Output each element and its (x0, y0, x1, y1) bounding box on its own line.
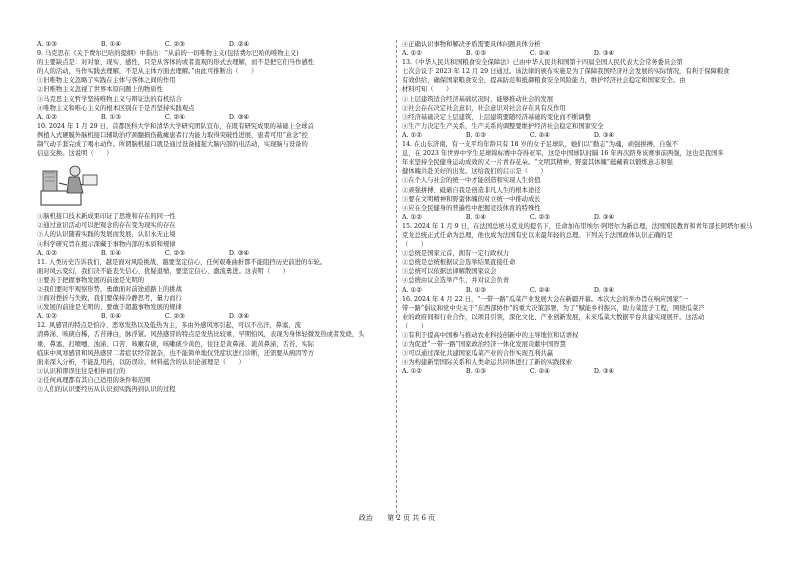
left-text-line: ②旧唯物主义忽视了世界本原问题上的物质性 (37, 86, 163, 94)
right-text-line: 14. 在山东济南，有一支平均年龄只有 18 岁的女子足球队，她们以“勤志”为魂，顽强拼搏，自强不 (402, 141, 679, 149)
right-text-line: 七次会议于 2023 年 12 月 29 日通过。该法律的颁布实施是为了保障我国经济社会发展的实际情况，有利于保障粮食 (402, 68, 730, 76)
right-text-line: ④为构建新型国际关系和人类命运共同体进行了新的实践探索 (402, 359, 573, 367)
right-text-line: ④应在全民健身的普遍性中把握竞技体育的特殊性 (402, 204, 541, 212)
right-text-line: ③总统可以依据法律解散国家议会 (402, 268, 497, 276)
left-text-line: ②通过意识活动可以把观念的存在变为现实的存在 (37, 222, 176, 230)
right-text-line: ②社会存在决定社会意识，社会意识对社会存在具有反作用 (402, 104, 566, 112)
right-text-line: 健体魄共赴美好的出发。这给我们的启示是（ ） (402, 168, 547, 176)
left-text-line: 信息交换。这说明（ ） (37, 150, 113, 158)
left-text-line: ①要善于把握事物发展的前途是光明的 (37, 276, 145, 284)
right-text-line: A. ①② B. ①③ C. ②④ D. ③④ (402, 286, 614, 294)
left-text-line: ①认识和谬误往往是相伴而行的 (37, 367, 126, 375)
right-text-line: 业的政府间和行业合作，以项目引领，深化文化、产业创新发展，未来瓜菜大数据平台共建实现展开。这活动 (402, 313, 705, 321)
left-text-line: ④发展的前途是光明的，要敢于超越事物发展的规律 (37, 304, 182, 312)
left-text-line: 清鼻涕、咳痰白稀，舌苔薄白，脉浮紧。风热感冒的特点是发热比较重，早期怕风，表现为身体轻微发热或者发烧，头 (37, 331, 365, 339)
right-text-line: 年来坚持全民健身运动成效的又一片青春花朵。“文明其精神，野蛮其体魄”蕴藏着以锻炼意志和强 (402, 159, 673, 167)
right-text-line: 15. 2024 年 1 月 9 日，在法国总统马克龙的提名下，任命加布里埃尔·阿塔尔为新总理，法国国民教育和青年部长阿塔尔被马 (402, 222, 753, 230)
right-text-line: 带一路”倡议和党中央关于“东西部协作”的重大决策部署，为了“赋能乡村振兴，助力菜篮子工程，围绕瓜菜产 (402, 304, 705, 312)
right-text-line: ②总统是总统根据议会选举结果直接任命 (402, 259, 516, 267)
right-text-line: （ ） (402, 241, 428, 249)
right-text-line: 息，在 2023 年世界中学生足球锦标赛中夺得亚军，这是中国球队时隔 16 年再次跻身该赛事前两强，这也是我国多 (402, 150, 724, 158)
left-column (37, 40, 392, 394)
left-text-line: 面对风云变幻，我们决不能丧失信心、犹疑退缩，要坚定信心、激流勇进。这表明（ ） (37, 267, 289, 275)
left-text-line: ②我们要时牢观察形势，勇敢面对前途道路上的挑战 (37, 285, 182, 293)
right-text-line: 13.《中华人民共和国粮食安全保障法》已由中华人民共和国第十四届全国人民代表大会常务委员会第 (402, 59, 683, 67)
right-text-line: ②顽强拼搏、砥砺自我是创造非凡人生的根本途径 (402, 186, 541, 194)
left-text-line: 例植入式硬膜外脑机接口辅助治疗颈髓损伤截瘫患者行为能力取得突破性进展，患者可用“意念”控 (37, 131, 308, 139)
left-text-line: ②任何真理都有其自己适用的条件和范围 (37, 376, 151, 384)
right-column (402, 40, 757, 376)
right-text-line: ①总统是国家元首，拥有一定行政权力 (402, 250, 510, 258)
left-text-line: ④唯物主义和唯心主义的根本区别在于是否坚持实践观点 (37, 104, 195, 112)
left-text-line: 重、鼻塞、打喷嚏、浊涕、口苦、咳嗽有痰，咳嗽痰少黄色，往往是黄鼻涕、流黄鼻涕，舌苔，实际 (37, 340, 315, 348)
right-text-line: A. ①② B. ①③ C. ②④ D. ③④ (402, 131, 614, 139)
left-text-line: 制气动手套完成了喝水动作。所谓脑机接口就是通过设备捕捉大脑内部的电活动，实现脑与设备的 (37, 141, 308, 149)
left-text-line: A. ①② B. ①④ C. ②③ D. ③④ (37, 313, 249, 321)
left-text-line: 的主要缺点是：对对象、现实、感性，只是从客体的或者直观的形式去理解，而不是把它们当作感性 (37, 59, 315, 67)
left-text-line: A. ①③ B. ①④ C. ②③ D. ②④ (37, 41, 249, 48)
right-text-line: （ ） (402, 322, 428, 330)
left-text-line: 10. 2024 年 1 月 29 日，首都医科大学和清华大学研究团队宣布，在既有研究成果的基础上全球首 (37, 122, 314, 130)
left-text-line: A. ①② B. ①④ C. ②③ D. ③④ (37, 249, 249, 257)
right-text-line: ①在个人与社会的统一中才能创造和实现人生价值 (402, 177, 541, 185)
right-text-line: ①有利于提高中国参与推动农业科技创新中的主导地位和话语权 (402, 332, 579, 339)
right-text-line: ③可以通过深化共建国家瓜菜产业的合作实现互利共赢 (402, 350, 554, 358)
right-text-line: ④总统由议会选举产生，并对议会负责 (402, 277, 510, 285)
right-text-line: ②为促进“一带一路”国家政治经济一体化发展贡献中国智慧 (402, 341, 566, 349)
right-text-line: ④生产力决定生产关系，生产关系的调整要维护经济社会稳定和国家安全 (402, 122, 604, 130)
left-text-line: ④科学研究旨在揭示深藏于事物内部的本质和规律 (37, 240, 176, 248)
right-text-line: 16. 2024 年 4 月 22 日，“一带一路”瓜菜产业发展大会在新疆开幕。本次大会的举办旨在响应国家“一 (402, 295, 689, 303)
left-text-line: A. ①② B. ①③ C. ②④ D. ③④ (37, 113, 249, 121)
right-text-line: 有效供给，确保国家粮食安全，提高防范和抵御粮食安全风险能力，维护经济社会稳定和国家安全。由 (402, 77, 686, 85)
page-footer (0, 513, 794, 523)
right-text-line: A. ①② B. ①③ C. ②④ D. ③④ (402, 368, 614, 376)
left-text-line: 9. 马克思在《关于费尔巴哈的提纲》中指出：“从前的一切唯物主义(包括费尔巴哈的唯物主义) (37, 50, 299, 58)
left-text-line: 临床中风寒感冒和风热感冒二者症状经常混杂，也不能简单地仅凭症状进行诊断，还需要从病因等方 (37, 349, 315, 357)
right-text-line: 克龙总统正式任命为总理，他也成为法国有史以来最年轻的总理。下列关于法国政体认识正确的是 (402, 231, 673, 239)
brain-computer-interface-illustration (39, 161, 101, 209)
right-text-line: ③经济基础决定上层建筑，上层建筑要随经济基础的变化而不断调整 (402, 113, 591, 121)
right-text-line: 材料可知（ ） (402, 86, 453, 94)
right-text-line: A. ①② B. ①③ C. ②④ D. ③④ (402, 50, 614, 58)
left-text-line: 面来深入分析，不能乱用药，以防误诊。材料蕴含的认识论道理是（ ） (37, 358, 245, 366)
left-text-line: ③人们的认识要经历从认识到实践再到认识的过程 (37, 386, 176, 393)
right-text-line: ①上层建筑适合经济基础状况时，能够推动社会的发展 (402, 95, 554, 103)
left-text-line: ③面对挫折与失败，我们要保持冷静思考，量力而行 (37, 295, 182, 303)
footer-page-number: 第 2 页 共 6 页 (387, 514, 436, 522)
footer-subject: 政治 (358, 514, 373, 522)
left-text-line: 12. 风感冒的特点是怕冷、恶寒发热以及低热为主，多由外感风寒引起，可以不出汗，鼻塞、流 (37, 322, 301, 330)
right-text-line: ④正确认识事物和解决矛盾需要具体问题具体分析 (402, 41, 541, 48)
right-text-line: ③要在文明精神和野蛮体魄的对立统一中推动成长 (402, 195, 541, 203)
left-text-line: ③马克思主义哲学坚持唯物主义与辩证法的有机结合 (37, 95, 182, 103)
left-text-line: ③人的认识随着实践的发展而发展，认识永无止境 (37, 231, 176, 239)
right-text-line: A. ①② B. ①④ C. ②③ D. ③④ (402, 213, 614, 221)
column-divider (396, 40, 397, 518)
left-text-line: ①脑机接口技术新成果印证了思维和存在的同一性 (37, 213, 176, 221)
left-text-line: ①旧唯物主义忽略了实践在主体与客体之间的作用 (37, 77, 176, 85)
left-text-line: 11. 人类历史告诉我们，越是面对风险挑战，越要坚定信心，任何艰难曲折都不能阻挡历史前进的车轮。 (37, 258, 327, 266)
left-text-line: 的人的活动，当作实践去理解，不是从主体方面去理解。”由此可推断出（ ） (37, 68, 258, 76)
